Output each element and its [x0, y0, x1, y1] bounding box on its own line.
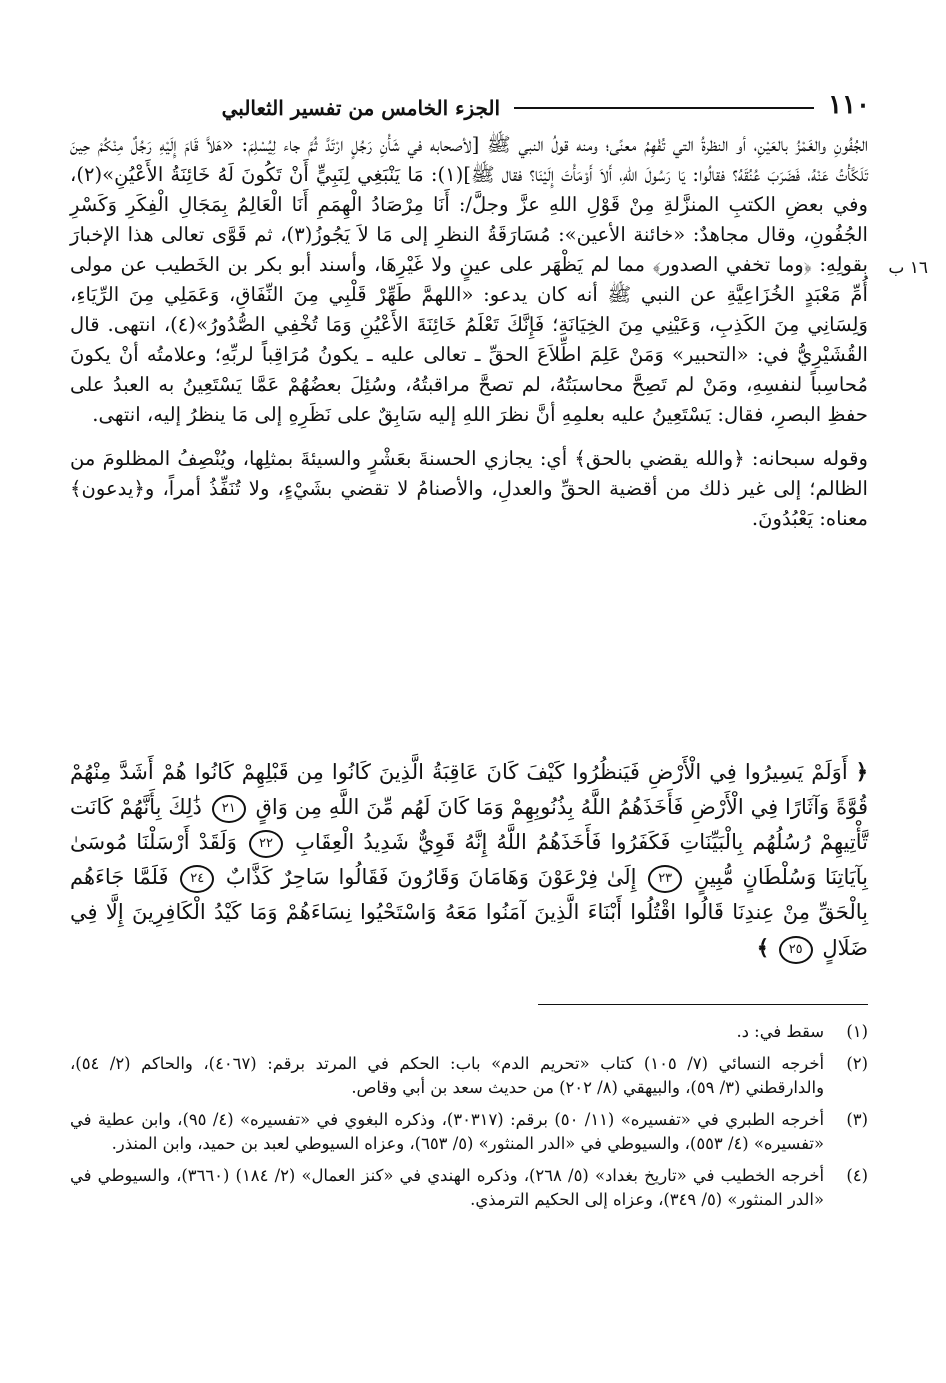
footnote-number: (٤) — [846, 1166, 868, 1185]
footnote-number: (١) — [846, 1022, 868, 1041]
commentary-text — [70, 130, 868, 534]
footnote-text: أخرجه النسائي (٧/ ١٠٥) كتاب «تحريم الدم» باب: الحكم في المرتد برقم: (٤٠٦٧)، والحاكم (٢/ ٥٤)، والدارقطني (٣/ ٥٩)، والبيهقي (٨/ ٢٠٢) من حديث سعد بن أبي وقاص. — [70, 1054, 825, 1097]
page-number: ١١٠ — [828, 90, 870, 120]
footnote-1 — [70, 1020, 868, 1044]
ayah-number-24: ٢٤ — [180, 865, 214, 893]
verse-text-25: فَلَمَّا جَاءَهُم بِالْحَقِّ مِنْ عِندِنَا قَالُوا اقْتُلُوا أَبْنَاءَ الَّذِينَ آمَنُوا مَعَهُ وَاسْتَحْيُوا نِسَاءَهُمْ وَمَا كَيْدُ الْكَافِرِينَ إِلَّا فِي ضَلَالٍ — [70, 865, 868, 960]
header-rule — [514, 107, 814, 109]
quran-close-bracket: ﴾ — [756, 935, 769, 960]
verse-text-22: ذَٰلِكَ بِأَنَّهُمْ كَانَت تَّأْتِيهِمْ رُسُلُهُم بِالْبَيِّنَاتِ فَكَفَرُوا فَأَخَذَهُمُ اللَّهُ إِنَّهُ قَوِيٌّ شَدِيدُ الْعِقَابِ — [70, 795, 868, 854]
verse-text-24: إِلَىٰ فِرْعَوْنَ وَهَامَانَ وَقَارُونَ فَقَالُوا سَاحِرٌ كَذَّابٌ — [225, 865, 637, 889]
ayah-number-23: ٢٣ — [648, 865, 682, 893]
ayah-number-22: ٢٢ — [249, 830, 283, 858]
footnotes — [70, 1020, 868, 1220]
footnote-text: أخرجه الطبري في «تفسيره» (١١/ ٥٠) برقم: (٣٠٣١٧)، وذكره البغوي في «تفسيره» (٤/ ٩٥)، وابن عطية في «تفسيره» (٤/ ٥٥٣)، والسيوطي في «الدر المنثور» (٥/ ٦٥٣)، وعزاه السيوطي لعبد بن حميد، وابن المنذر. — [70, 1110, 824, 1153]
verse-text-21: أَوَلَمْ يَسِيرُوا فِي الْأَرْضِ فَيَنظُرُوا كَيْفَ كَانَ عَاقِبَةُ الَّذِينَ كَانُوا مِن قَبْلِهِمْ كَانُوا هُمْ أَشَدَّ مِنْهُمْ قُوَّةً وَآثَارًا فِي الْأَرْضِ فَأَخَذَهُمُ اللَّهُ بِذُنُوبِهِمْ وَمَا كَانَ لَهُم مِّنَ اللَّهِ مِن وَاقٍ — [70, 760, 868, 819]
footnote-separator — [538, 1004, 868, 1005]
commentary-paragraph-2: وقوله سبحانه: ﴿والله يقضي بالحق﴾ أي: يجازي الحسنةَ بعَشْرٍ والسيئةَ بمثلِها، ويُنْصِفُ المظلومَ من الظالم؛ إلى غير ذلك من أقضية الحقِّ والعدلِ، والأصنامُ لا تقضي بشَيْءٍ، ولا تُنَفِّذُ أمراً، و﴿يدعون﴾ معناه: يَعْبُدُونَ. — [70, 447, 868, 530]
footnote-text: سقط في: د. — [736, 1022, 824, 1041]
quran-verses-block — [70, 754, 868, 966]
page-header — [60, 78, 870, 118]
ayah-number-21: ٢١ — [212, 795, 246, 823]
footnote-number: (٣) — [846, 1110, 868, 1129]
manuscript-folio-note: ١٦ ب — [888, 258, 928, 278]
footnote-3 — [70, 1108, 868, 1156]
verse-text-23: وَلَقَدْ أَرْسَلْنَا مُوسَىٰ بِآيَاتِنَا وَسُلْطَانٍ مُّبِينٍ — [70, 830, 868, 889]
footnote-number: (٢) — [846, 1054, 868, 1073]
running-title: الجزء الخامس من تفسير الثعالبي — [221, 96, 501, 120]
commentary-paragraph-1: الجُفُونِ والغَمْزُ بالعَيْنِ، أو النظرةُ التي تُفْهِمُ معنًى؛ ومنه قولُ النبي ﷺ [لأصحابه في شَأْنِ رَجُلٍ ارْتَدَّ ثُمَّ جاء لِيُسْلِمَ: «هَلاَّ قَامَ إِلَيْهِ رَجُلٌ مِنْكُمْ حِينَ تَلَكَّأْتُ عَنْهُ، فَضَرَبَ عُنُقَهُ؟ فقالُوا: يَا رَسُولَ اللهِ، أَلاَ أَوْمَأْتَ إِلَيْنَا؟ فقال ﷺ](١): مَا يَنْبَغِي لِنَبِيٍّ أَنْ تَكُونَ لَهُ خَائِنَةُ الأَعْيُنِ»(٢)، وفي بعضِ الكتبِ المنزَّلةِ مِنْ قَوْلِ اللهِ عزَّ وجلَّ/: أَنَا مِرْصَادُ الْهِمَمِ أَنَا الْعَالِمُ بِمَجَالِ الْفِكَرِ وَكَسْرِ الجُفُونِ، وقال مجاهدٌ: «خائنة الأعين»: مُسَارَقَةُ النظرِ إلى مَا لاَ يَجُوزُ(٣)، ثم قَوَّى تعالى هذا الإخبارَ بقولِهِ: ﴿وما تخفي الصدور﴾ مما لم يَظْهَر على عينٍ ولا غَيْرِهَا، وأسند أبو بكر بن الخَطيب عن مولى أُمِّ مَعْبَدٍ الخُزَاعِيَّةِ عن النبي ﷺ أنه كان يدعو: «اللهمَّ طَهِّرْ قَلْبِي مِنَ النِّفَاقِ، وَعَمَلِي مِنَ الرِّيَاءِ، وَلِسَانِي مِنَ الكَذِبِ، وَعَيْنِي مِنَ الخِيَانَةِ؛ فَإِنَّكَ تَعْلَمُ خَائِنَةَ الأَعْيُنِ وَمَا تُخْفِي الصُّدُورُ»(٤)، انتهى. قال القُشَيْرِيُّ في: «التحبير» وَمَنْ عَلِمَ اطِّلاَعَ الحقِّ ـ تعالى عليه ـ يكونُ مُرَاقِباً لربِّهِ؛ وعلامتُه أنْ يكونَ مُحاسِباً لنفسِهِ، ومَنْ لم تَصِحَّ محاسبَتُهُ، لم تصحَّ مراقبتُهُ، وسُئِلَ بعضُهُمْ عَمَّا يَسْتَعِينُ به العبدُ على حفظِ البصرِ، فقال: يَسْتَعِينُ عليه بعلمِهِ أنَّ نظرَ اللهِ إليه سَابِقٌ على نَظَرِهِ إلى مَا ينظرُ إليه، انتهى. — [70, 133, 869, 426]
footnote-2 — [70, 1052, 868, 1100]
ayah-number-25: ٢٥ — [779, 936, 813, 964]
footnote-text: أخرجه الخطيب في «تاريخ بغداد» (٥/ ٢٦٨)، وذكره الهندي في «كنز العمال» (٢/ ١٨٤) (٣٦٦٠)، والسيوطي في «الدر المنثور» (٥/ ٣٤٩)، وعزاه إلى الحكيم الترمذي. — [70, 1166, 825, 1209]
quran-open-bracket: ﴿ — [855, 759, 868, 784]
footnote-4 — [70, 1164, 868, 1212]
